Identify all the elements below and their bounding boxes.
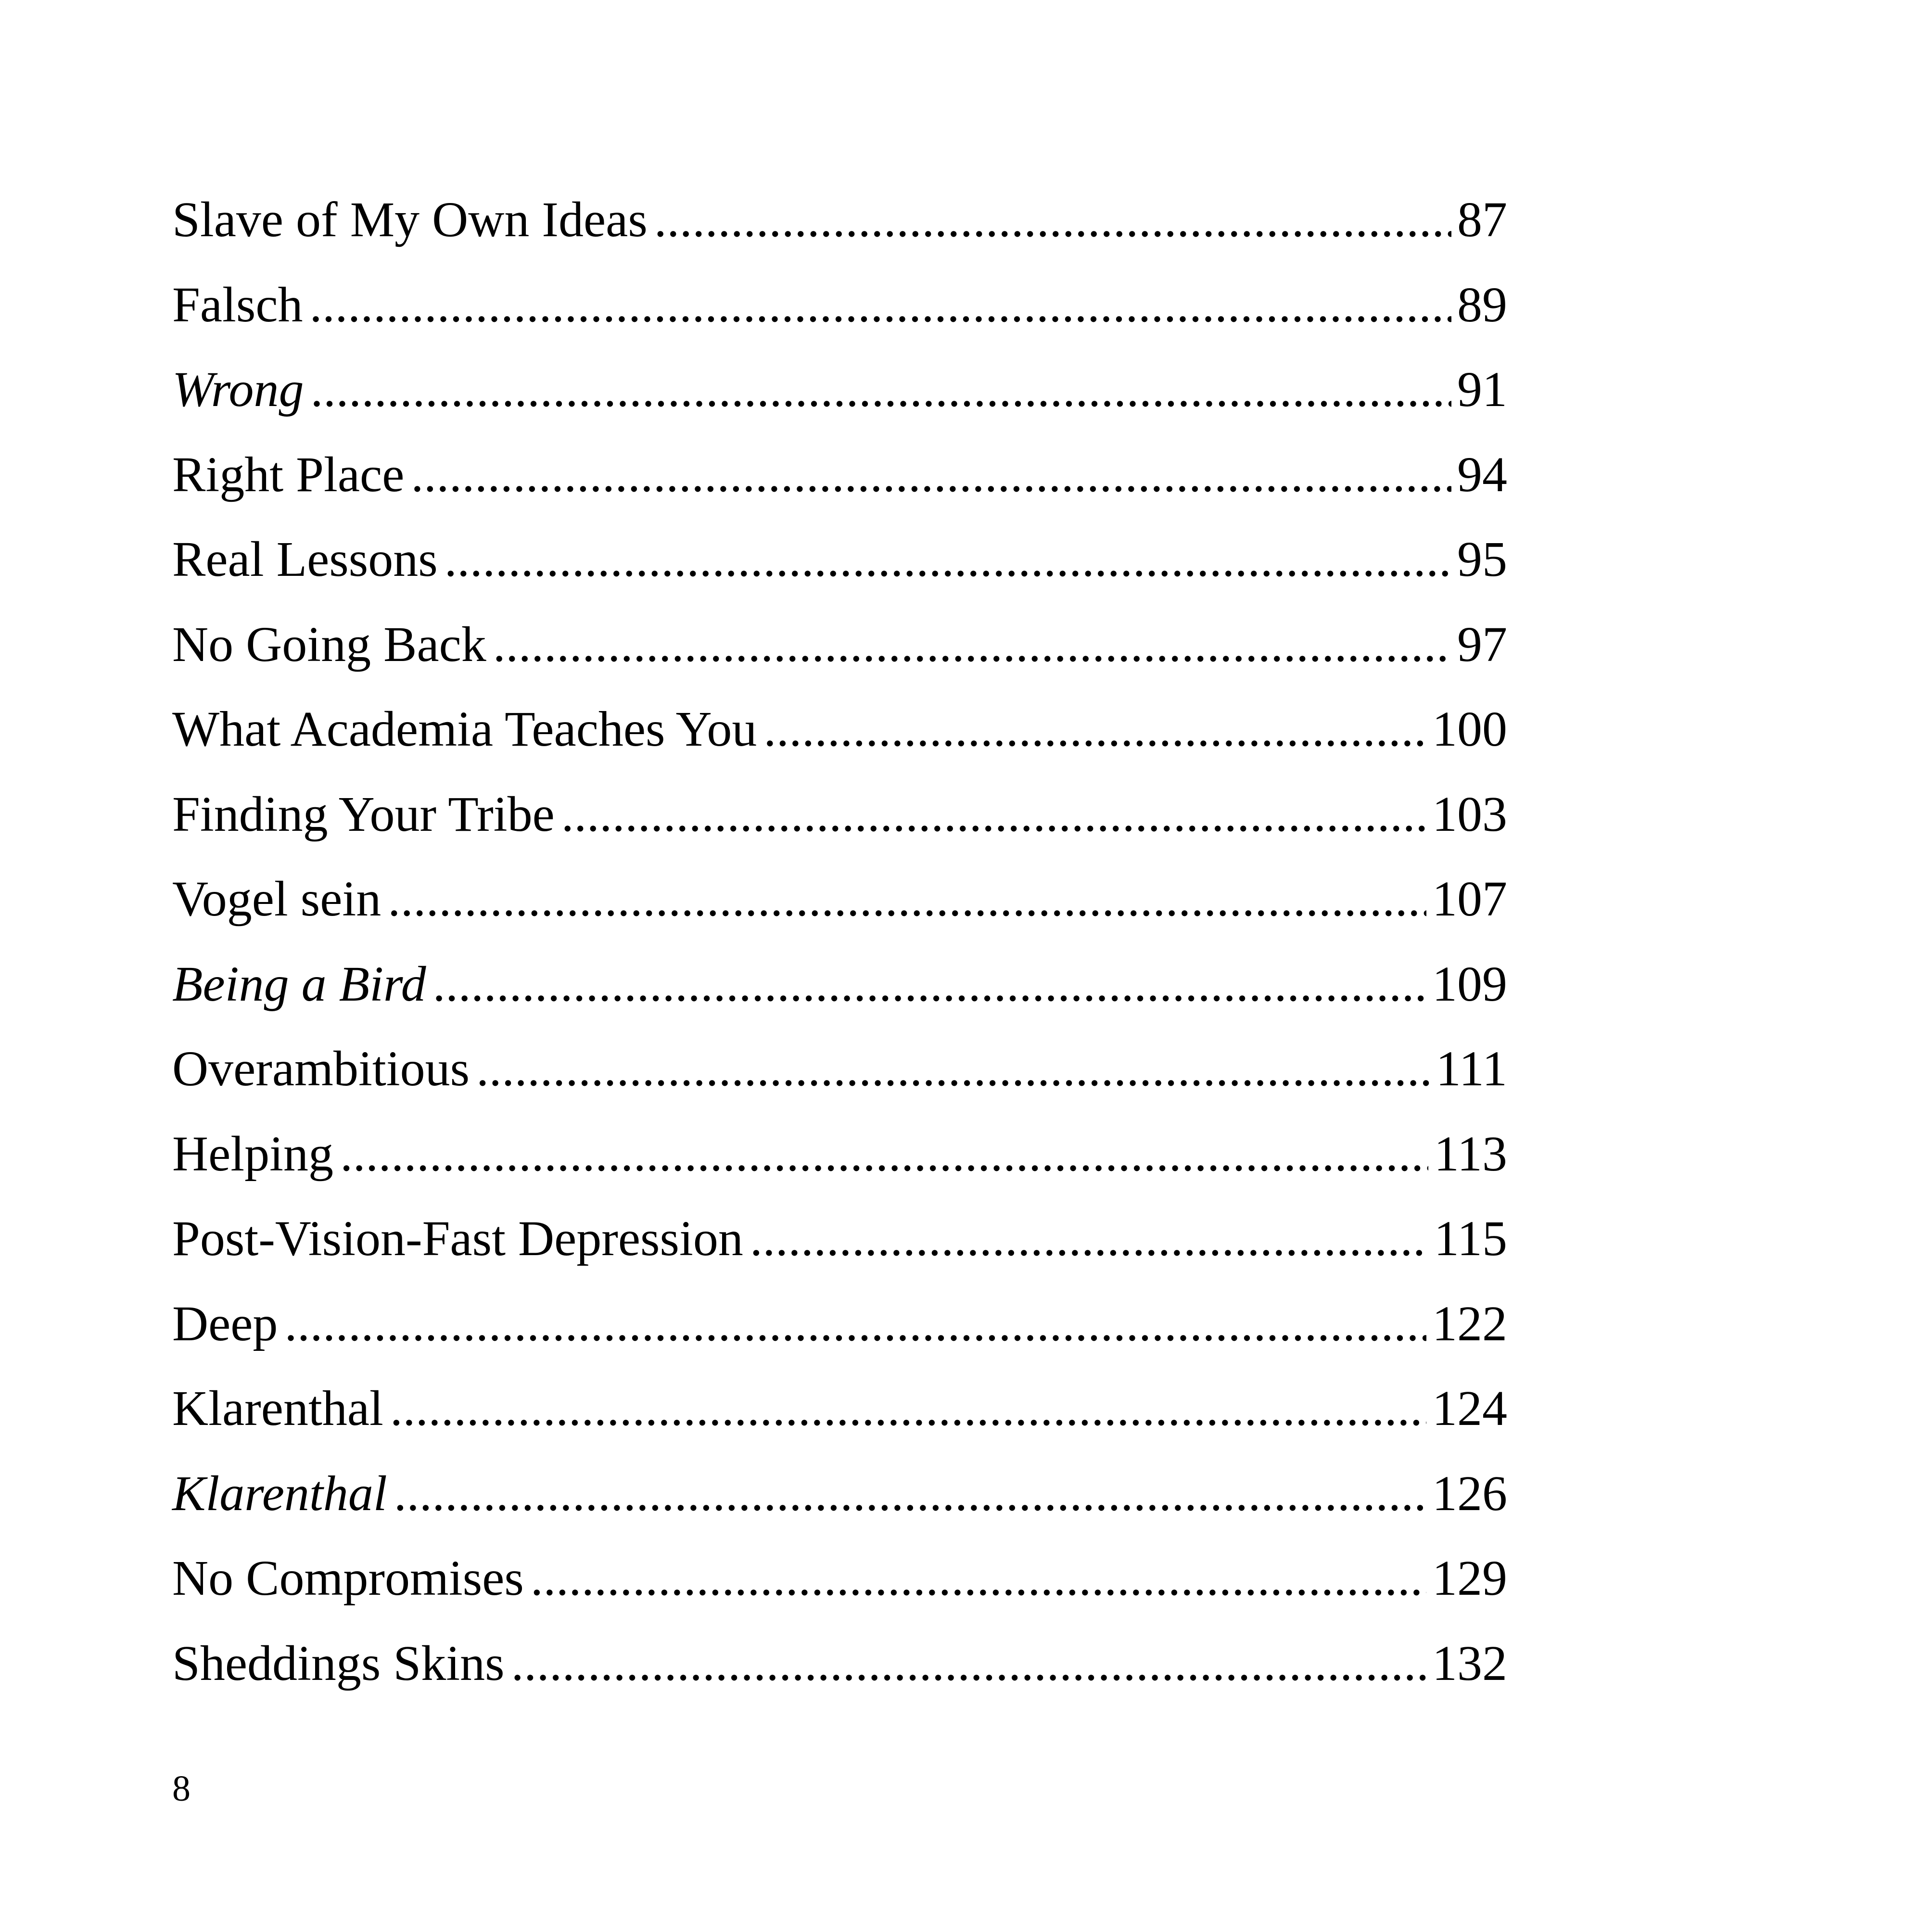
toc-entry-page-number: 100 (1432, 701, 1507, 757)
toc-entry-title: Overambitious (172, 1041, 470, 1096)
toc-entry (172, 1465, 1507, 1554)
toc-entry (172, 446, 1507, 535)
page-number: 8 (172, 1768, 191, 1809)
toc-entry (172, 1296, 1507, 1384)
toc-entry-page-number: 126 (1432, 1465, 1507, 1521)
toc-entry (172, 1126, 1507, 1214)
toc-entry-title: Being a Bird (172, 956, 426, 1012)
toc-dot-leader (476, 1044, 1430, 1094)
toc-entry-page-number: 91 (1457, 362, 1507, 417)
toc-entry (172, 1635, 1507, 1724)
toc-entry-title: Right Place (172, 446, 405, 502)
toc-dot-leader (284, 1299, 1426, 1349)
toc-entry-title: No Going Back (172, 616, 486, 672)
toc-entry-page-number: 87 (1457, 192, 1507, 247)
toc-entry-page-number: 113 (1434, 1126, 1507, 1182)
toc-entry-page-number: 122 (1432, 1296, 1507, 1351)
toc-entry-title: What Academia Teaches You (172, 701, 757, 757)
toc-dot-leader (531, 1553, 1426, 1603)
toc-entry-title: Post-Vision-Fast Depression (172, 1211, 743, 1266)
toc-dot-leader (390, 1384, 1426, 1434)
toc-entry-page-number: 109 (1432, 956, 1507, 1012)
toc-entry (172, 277, 1507, 365)
toc-entry-title: Sheddings Skins (172, 1635, 505, 1691)
toc-dot-leader (511, 1639, 1426, 1689)
toc-entry-page-number: 107 (1432, 871, 1507, 927)
toc-entry-title: Klarenthal (172, 1381, 383, 1436)
toc-entry-page-number: 132 (1432, 1635, 1507, 1691)
toc-entry-page-number: 111 (1436, 1041, 1507, 1096)
toc-entry-title: Wrong (172, 362, 304, 417)
toc-dot-leader (311, 365, 1451, 415)
toc-entry (172, 701, 1507, 789)
toc-entry (172, 786, 1507, 875)
toc-entry-title: Real Lessons (172, 532, 438, 587)
toc-dot-leader (763, 704, 1426, 754)
table-of-contents (172, 192, 1507, 1723)
toc-entry (172, 1211, 1507, 1299)
toc-entry-page-number: 89 (1457, 277, 1507, 332)
toc-dot-leader (654, 195, 1451, 245)
toc-entry (172, 1553, 1507, 1639)
toc-entry-page-number: 129 (1432, 1551, 1507, 1606)
toc-entry-title: Deep (172, 1296, 278, 1351)
toc-dot-leader (411, 450, 1451, 500)
toc-entry-page-number: 103 (1432, 786, 1507, 842)
toc-dot-leader (433, 959, 1426, 1009)
toc-entry-page-number: 115 (1434, 1211, 1507, 1266)
toc-entry (172, 1041, 1507, 1129)
toc-entry-title: No Compromises (172, 1551, 524, 1606)
toc-entry-title: Slave of My Own Ideas (172, 192, 648, 247)
toc-entry-page-number: 95 (1457, 532, 1507, 587)
toc-entry-title: Finding Your Tribe (172, 786, 555, 842)
toc-entry (172, 534, 1507, 620)
toc-dot-leader (388, 874, 1426, 924)
toc-entry (172, 956, 1507, 1044)
toc-entry (172, 871, 1507, 959)
toc-entry (172, 362, 1507, 450)
toc-entry-title: Klarenthal (172, 1465, 387, 1521)
toc-dot-leader (445, 534, 1451, 585)
toc-dot-leader (750, 1214, 1428, 1264)
toc-dot-leader (561, 789, 1426, 839)
toc-dot-leader (394, 1469, 1426, 1519)
toc-entry-title: Vogel sein (172, 871, 381, 927)
toc-entry-page-number: 94 (1457, 446, 1507, 502)
toc-entry (172, 1381, 1507, 1469)
toc-entry (172, 192, 1507, 280)
toc-entry-page-number: 124 (1432, 1381, 1507, 1436)
toc-entry-title: Falsch (172, 277, 303, 332)
toc-entry (172, 616, 1507, 705)
toc-dot-leader (340, 1129, 1428, 1179)
toc-dot-leader (493, 620, 1451, 670)
toc-entry-title: Helping (172, 1126, 334, 1182)
toc-dot-leader (310, 280, 1451, 330)
toc-entry-page-number: 97 (1457, 616, 1507, 672)
